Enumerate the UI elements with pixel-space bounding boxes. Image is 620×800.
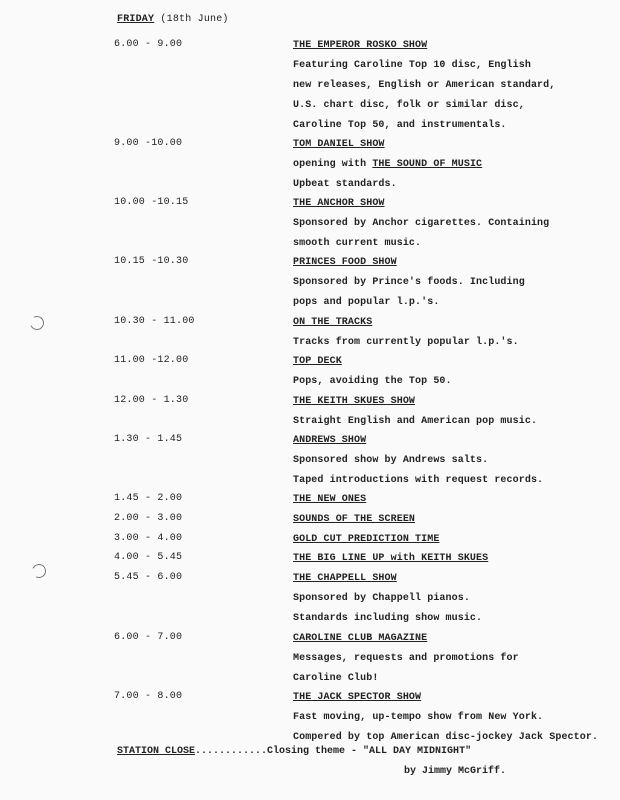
programme-description-line: Sponsored by Anchor cigarettes. Containing xyxy=(293,218,550,229)
station-close-label: STATION CLOSE xyxy=(117,746,196,757)
slot-time: 10.15 -10.30 xyxy=(114,256,189,267)
programme-description-line: Upbeat standards. xyxy=(293,179,397,190)
slot-time: 10.30 - 11.00 xyxy=(114,316,195,327)
station-close xyxy=(117,746,471,757)
slot-programme xyxy=(293,629,613,689)
slot-time: 1.30 - 1.45 xyxy=(114,434,183,445)
station-close-text: Closing theme - "ALL DAY MIDNIGHT" xyxy=(267,746,472,757)
punch-hole-mark xyxy=(28,314,46,332)
slot-programme xyxy=(293,36,613,136)
programme-title: PRINCES FOOD SHOW xyxy=(293,257,397,268)
punch-hole-mark xyxy=(30,562,48,580)
programme-description-line: Compered by top American disc-jockey Jack Spector. xyxy=(293,732,599,743)
programme-description-line: Tracks from currently popular l.p.'s. xyxy=(293,337,519,348)
slot-programme xyxy=(293,392,613,432)
programme-description-line: Caroline Top 50, and instrumentals. xyxy=(293,120,507,131)
programme-description-line: new releases, English or American standard, xyxy=(293,80,556,91)
programme-description-line: U.S. chart disc, folk or similar disc, xyxy=(293,100,525,111)
slot-programme xyxy=(293,688,613,748)
slot-time: 10.00 -10.15 xyxy=(114,197,189,208)
programme-title: TOP DECK xyxy=(293,356,342,367)
slot-time: 9.00 -10.00 xyxy=(114,138,183,149)
slot-programme xyxy=(293,135,613,195)
programme-description-line: Sponsored show by Andrews salts. xyxy=(293,455,489,466)
programme-description-line: pops and popular l.p.'s. xyxy=(293,297,440,308)
slot-programme xyxy=(293,194,613,254)
slot-programme xyxy=(293,253,613,313)
slot-programme xyxy=(293,549,613,569)
programme-description-line: Featuring Caroline Top 10 disc, English xyxy=(293,60,531,71)
slot-programme xyxy=(293,510,613,530)
programme-description-line xyxy=(293,155,613,175)
programme-description-line: Sponsored by Prince's foods. Including xyxy=(293,277,525,288)
station-close-dots: ............ xyxy=(195,746,268,757)
programme-title: TOM DANIEL SHOW xyxy=(293,139,385,150)
programme-description-line: Sponsored by Chappell pianos. xyxy=(293,593,470,604)
day-name: FRIDAY xyxy=(117,14,155,25)
slot-time: 11.00 -12.00 xyxy=(114,355,189,366)
featured-title: THE SOUND OF MUSIC xyxy=(372,159,483,170)
slot-time: 12.00 - 1.30 xyxy=(114,395,189,406)
programme-description-line: Messages, requests and promotions for xyxy=(293,653,519,664)
slot-time: 6.00 - 9.00 xyxy=(114,39,183,50)
programme-title: GOLD CUT PREDICTION TIME xyxy=(293,534,440,545)
programme-description-line: Taped introductions with request records. xyxy=(293,475,544,486)
programme-title: THE CHAPPELL SHOW xyxy=(293,573,397,584)
programme-description-line: smooth current music. xyxy=(293,238,422,249)
slot-time: 6.00 - 7.00 xyxy=(114,632,183,643)
slot-programme xyxy=(293,530,613,550)
slot-programme xyxy=(293,431,613,491)
programme-title: CAROLINE CLUB MAGAZINE xyxy=(293,633,428,644)
day-header xyxy=(117,14,229,25)
programme-title: THE ANCHOR SHOW xyxy=(293,198,385,209)
programme-title: THE JACK SPECTOR SHOW xyxy=(293,692,422,703)
slot-programme xyxy=(293,313,613,353)
programme-description-line: Caroline Club! xyxy=(293,673,379,684)
programme-title: THE KEITH SKUES SHOW xyxy=(293,396,416,407)
programme-title: ON THE TRACKS xyxy=(293,317,373,328)
slot-programme xyxy=(293,352,613,392)
slot-time: 1.45 - 2.00 xyxy=(114,493,183,504)
slot-time: 3.00 - 4.00 xyxy=(114,533,183,544)
programme-description-line: Standards including show music. xyxy=(293,613,483,624)
programme-title: THE BIG LINE UP with KEITH SKUES xyxy=(293,553,489,564)
programme-title: ANDREWS SHOW xyxy=(293,435,367,446)
programme-description-line: Pops, avoiding the Top 50. xyxy=(293,376,452,387)
closing-theme-credit: by Jimmy McGriff. xyxy=(404,766,507,777)
programme-description-line: Straight English and American pop music. xyxy=(293,416,538,427)
slot-time: 2.00 - 3.00 xyxy=(114,513,183,524)
programme-title: THE EMPEROR ROSKO SHOW xyxy=(293,40,428,51)
slot-programme xyxy=(293,490,613,510)
slot-time: 5.45 - 6.00 xyxy=(114,572,183,583)
description-text: opening with xyxy=(293,159,373,170)
programme-title: THE NEW ONES xyxy=(293,494,367,505)
programme-title: SOUNDS OF THE SCREEN xyxy=(293,514,416,525)
day-date: (18th June) xyxy=(160,14,229,25)
slot-time: 4.00 - 5.45 xyxy=(114,552,183,563)
slot-time: 7.00 - 8.00 xyxy=(114,691,183,702)
slot-programme xyxy=(293,569,613,629)
programme-description-line: Fast moving, up-tempo show from New York. xyxy=(293,712,544,723)
